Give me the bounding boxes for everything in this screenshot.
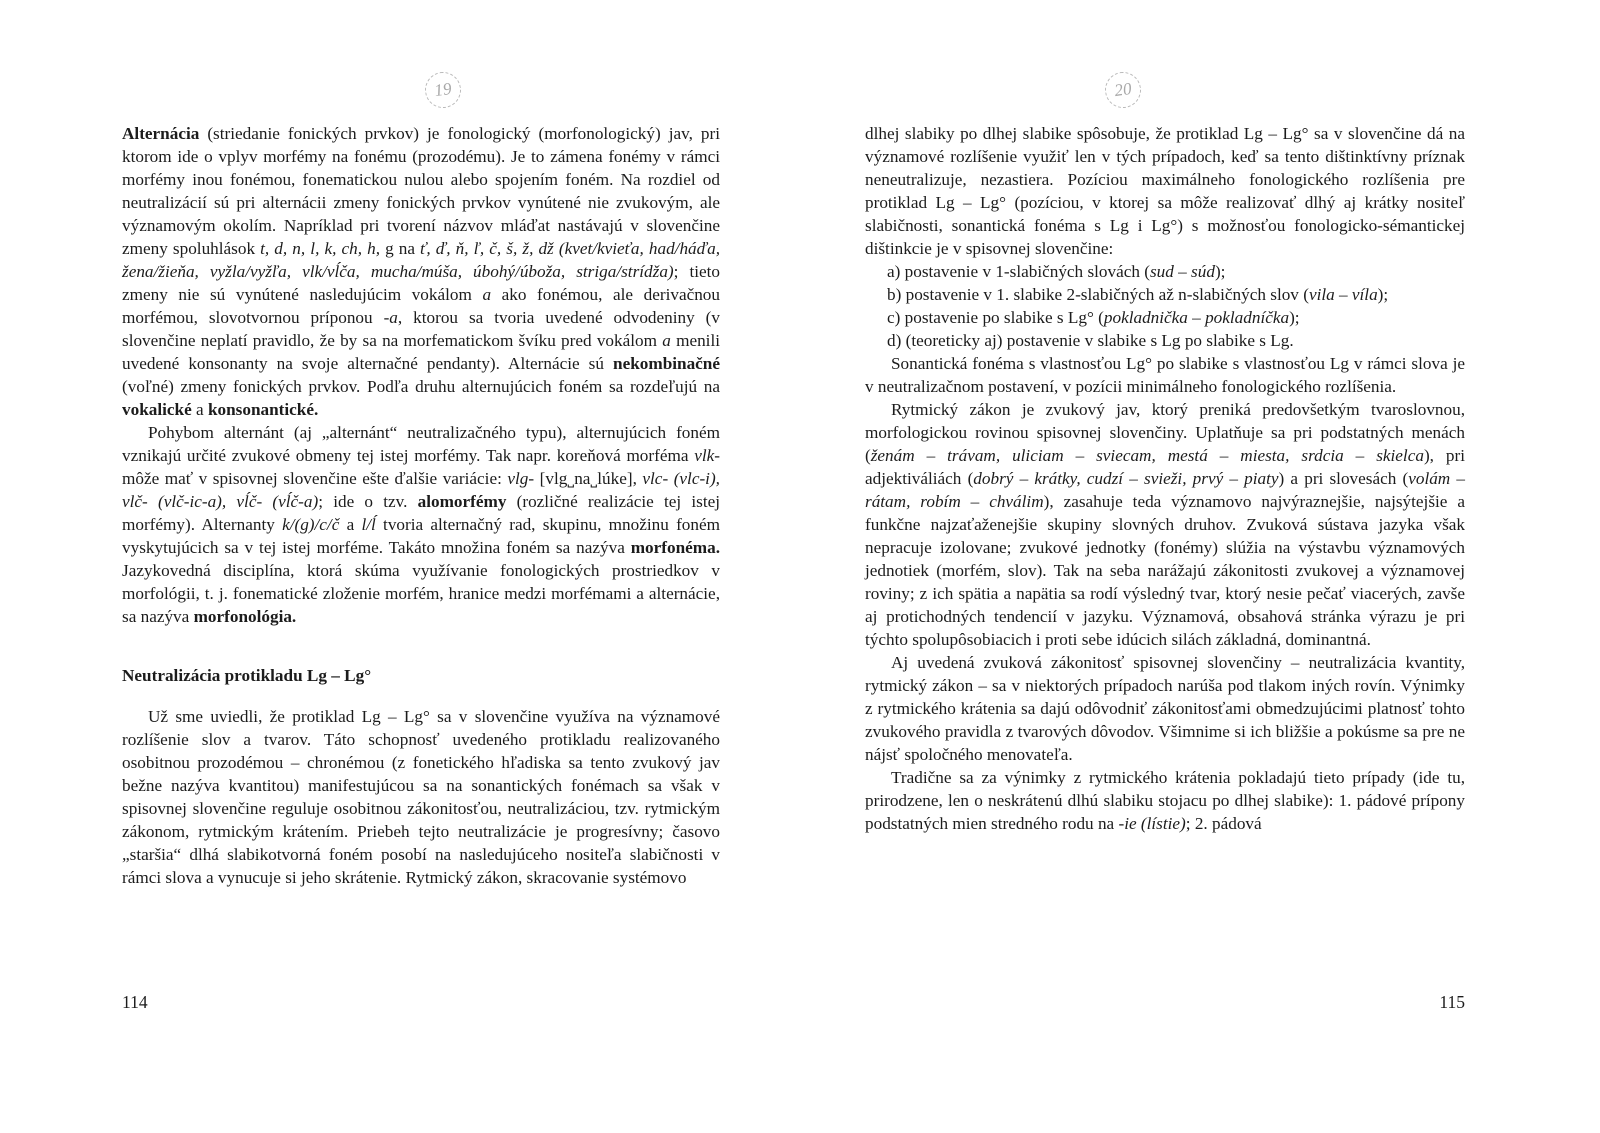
- text-run: );: [1214, 262, 1226, 281]
- list-item-c: [865, 306, 1465, 329]
- paragraph-sonanticka: [865, 352, 1465, 398]
- text-run: a) postavenie v 1-slabičných slovách (: [887, 262, 1150, 281]
- text-run: ; ide o tzv.: [318, 492, 418, 511]
- paragraph-aj-uvedena: [865, 651, 1465, 766]
- bold-term: morfonéma.: [630, 538, 720, 557]
- italic-example: -ie (lístie): [1118, 814, 1186, 833]
- text-run: dlhej slabiky po dlhej slabike spôsobuje, že protiklad Lg – Lg° sa v slovenčine dá na významové rozlíšenie využiť len v tých prípadoch, keď sa tento dištinktívny príznak neneutralizuje, nezastiera. Pozíciou maximálneho fonologického rozlíšenia pre protiklad Lg – Lg° (pozíciou, v ktorej sa môže realizovať dlhý aj krátky nositeľ slabičnosti, sonantická fonéma s Lg i Lg°) s možnosťou fonologicko-sémantickej dištinkcie je v spisovnej slovenčine:: [865, 124, 1465, 258]
- paragraph-tradicne: [865, 766, 1465, 835]
- bold-term: nekombinačné: [613, 354, 720, 373]
- text-run: Sonantická fonéma s vlastnosťou Lg° po slabike s vlastnosťou Lg v rámci slova je v neutralizačnom postavení, v pozícii minimálneho fonologického rozlíšenia.: [865, 354, 1465, 396]
- text-run: Rytmický zákon je zvukový jav, ktorý preniká predovšetkým tvaroslovnou, morfologickou rovinou spisovnej slovenčiny. Uplatňuje sa pri podstatných menách (: [865, 400, 1465, 465]
- text-run: b) postavenie v 1. slabike 2-slabičných až n-slabičných slov (: [887, 285, 1309, 304]
- paragraph-rytmicky-zakon: [865, 398, 1465, 651]
- text-run: , ktorou sa tvoria uvedené odvodeniny (v slovenčine neplatí pravidlo, že by sa na morfematickom švíku pred vokálom: [122, 308, 720, 350]
- text-run: c) postavenie po slabike s Lg° (: [887, 308, 1104, 327]
- paragraph-alternacia: [122, 122, 720, 421]
- list-item-b: [865, 283, 1465, 306]
- text-run: tvoria alternačný rad, skupinu, množinu foném vyskytujúcich sa v tej istej morféme. Takáto množina foném sa nazýva: [122, 515, 720, 557]
- text-run: (voľné) zmeny fonických prvkov. Podľa druhu alternujúcich foném sa rozdeľujú na: [122, 377, 720, 396]
- italic-example: t, d, n, l, k, ch, h,: [260, 239, 380, 258]
- text-run: môže mať v spisovnej slovenčine ešte ďalšie variácie:: [122, 469, 508, 488]
- italic-example: -a: [383, 308, 398, 327]
- text-run: );: [1377, 285, 1389, 304]
- page-number: 115: [1439, 992, 1465, 1012]
- bold-term: konsonantické.: [207, 400, 319, 419]
- bold-term: vokalické: [122, 400, 192, 419]
- italic-example: ženám – trávam, uliciam – sviecam, mestá – miesta, srdcia – skielca: [870, 446, 1424, 465]
- italic-example: a: [482, 285, 492, 304]
- handwritten-folio-mark: 19: [423, 70, 464, 111]
- paragraph-neutralizacia: [122, 705, 720, 889]
- italic-example: k/(g)/c/č: [282, 515, 340, 534]
- handwritten-folio-mark: 20: [1103, 70, 1144, 111]
- italic-example: volám – rátam, robím – chválim: [865, 469, 1465, 511]
- paragraph-pohybom: [122, 421, 720, 628]
- text-run: a: [191, 400, 208, 419]
- italic-example: dobrý – krátky, cudzí – svieži, prvý – piaty: [973, 469, 1279, 488]
- right-page: [800, 0, 1600, 1133]
- italic-example: pokladnička – pokladníčka: [1103, 308, 1290, 327]
- text-run: ; tieto zmeny nie sú vynútené nasledujúcim vokálom: [122, 262, 720, 304]
- bold-term: alomorfémy: [417, 492, 507, 511]
- text-run: ), pri adjektiváliách (: [865, 446, 1465, 488]
- page-number: 114: [122, 992, 148, 1012]
- italic-example: vlc- (vlc-i), vlč- (vlč-ic-a), vĺč- (vĺč-a): [122, 469, 720, 511]
- text-run: d) (teoreticky aj) postavenie v slabike s Lg po slabike s Lg.: [887, 331, 1294, 350]
- section-heading: Neutralizácia protikladu Lg – Lg°: [122, 666, 372, 685]
- right-text-block: [865, 122, 1465, 835]
- italic-example: vlk-: [694, 446, 720, 465]
- italic-example: vila – víla: [1308, 285, 1378, 304]
- list-item-d: [865, 329, 1465, 352]
- text-run: Aj uvedená zvuková zákonitosť spisovnej slovenčiny – neutralizácia kvantity, rytmický zákon – sa v niektorých prípadoch narúša pod tlakom iných rovín. Výnimky z rytmického krátenia sa dajú odôvodniť zákonitosťami obmedzujúcimi platnosť tohto zvukového pravidla z tvarových dôvodov. Všimnime si ich bližšie a pokúsme sa pre ne nájsť spoločného menovateľa.: [865, 653, 1465, 764]
- left-text-block: [122, 122, 720, 889]
- text-run: Jazykovedná disciplína, ktorá skúma využívanie fonologických prostriedkov v morfológii, t. j. fonematické zloženie morfém, hranice medzi morfémami a alternácie, sa nazýva: [122, 561, 720, 626]
- text-run: menili uvedené konsonanty na svoje alternačné pendanty). Alternácie sú: [122, 331, 720, 373]
- text-run: Tradične sa za výnimky z rytmického krátenia pokladajú tieto prípady (ide tu, prirodzene, len o neskrátenú dlhú slabiku stojacu po dlhej slabike): 1. pádové prípony podstatných mien stredného rodu na: [865, 768, 1465, 833]
- text-run: ; 2. pádová: [1185, 814, 1262, 833]
- italic-example: vlg-: [507, 469, 535, 488]
- paragraph-continuation: [865, 122, 1465, 260]
- text-run: );: [1289, 308, 1300, 327]
- text-run: [vlg˽na˽lúke],: [534, 469, 643, 488]
- text-run: Pohybom alternánt (aj „alternánt“ neutralizačného typu), alternujúcich foném vznikajú určité zvukové obmeny tej istej morfémy. Tak napr. koreňová morféma: [122, 423, 720, 465]
- bold-term: morfonológia.: [193, 607, 297, 626]
- italic-example: l/ĺ: [361, 515, 376, 534]
- list-item-a: [865, 260, 1465, 283]
- text-run: (rozličné realizácie tej istej morfémy). Alternanty: [122, 492, 721, 534]
- italic-example: a: [662, 331, 671, 350]
- bold-term: Alternácia: [122, 124, 200, 143]
- text-run: ), zasahuje teda významovo najvýraznejšie, najsýtejšie a funkčne najzaťaženejšie skupiny slovných druhov. Zvuková sústava jazyka však nepracuje izolovane; zvukové jednotky (fonémy) slúžia na výstavbu významových jednotiek (morfém, slov). Tak na seba narážajú zákonitosti zvukovej a významovej roviny; z ich spätia a napätia sa rodí výsledný tvar, ktorý nesie pečať viacerých, zavše aj protichodných tendencií v jazyku. Významová, obsahová stránka výrazu je pri týchto spolupôsobiacich i proti sebe idúcich silách základná, dominantná.: [865, 492, 1465, 649]
- text-run: (striedanie fonických prvkov) je fonologický (morfonologický) jav, pri ktorom ide o vplyv morfémy na fonému (prozodému). Je to zámena fonémy v rámci morfémy inou fonémou, fonematickou nulou alebo spojením foném. Na rozdiel od neutralizácií sú pri alternácii zmeny fonických prvkov vynútené nie zvukovým, ale významovým okolím. Napríklad pri tvorení názvov mláďat nastávajú v slovenčine zmeny spoluhlások: [122, 124, 720, 258]
- italic-example: sud – súd: [1149, 262, 1215, 281]
- text-run: a: [339, 515, 362, 534]
- text-run: ako fonémou, ale derivačnou morfémou, slovotvornou príponou: [122, 285, 720, 327]
- text-run: ) a pri slovesách (: [1278, 469, 1409, 488]
- italic-example: ť, ď, ň, ľ, č, š, ž, dž (kvet/kvieťa, had/háďa, žena/žieňa, vyžla/vyžľa, vlk/vĺča, mucha/múša, úbohý/úboža, striga/strídža): [122, 239, 720, 281]
- text-run: Už sme uviedli, že protiklad Lg – Lg° sa v slovenčine využíva na významové rozlíšenie slov a tvarov. Táto schopnosť uvedeného protikladu realizovaného osobitnou prozodémou – chronémou (z fonetického hľadiska sa tento zvukový jav bežne nazýva kvantitou) manifestujúcou sa na sonantických fonémach sa však v spisovnej slovenčine reguluje osobitnou zákonitosťou, neutralizáciou, tzv. rytmickým zákonom, rytmickým krátením. Priebeh tejto neutralizácie je progresívny; časovo „staršia“ dlhá slabikotvorná foném posobí na nasledujúceho nositeľa slabičnosti v rámci slova a vynucuje si jeho skrátenie. Rytmický zákon, skracovanie systémovo: [122, 707, 720, 887]
- text-run: g na: [380, 239, 421, 258]
